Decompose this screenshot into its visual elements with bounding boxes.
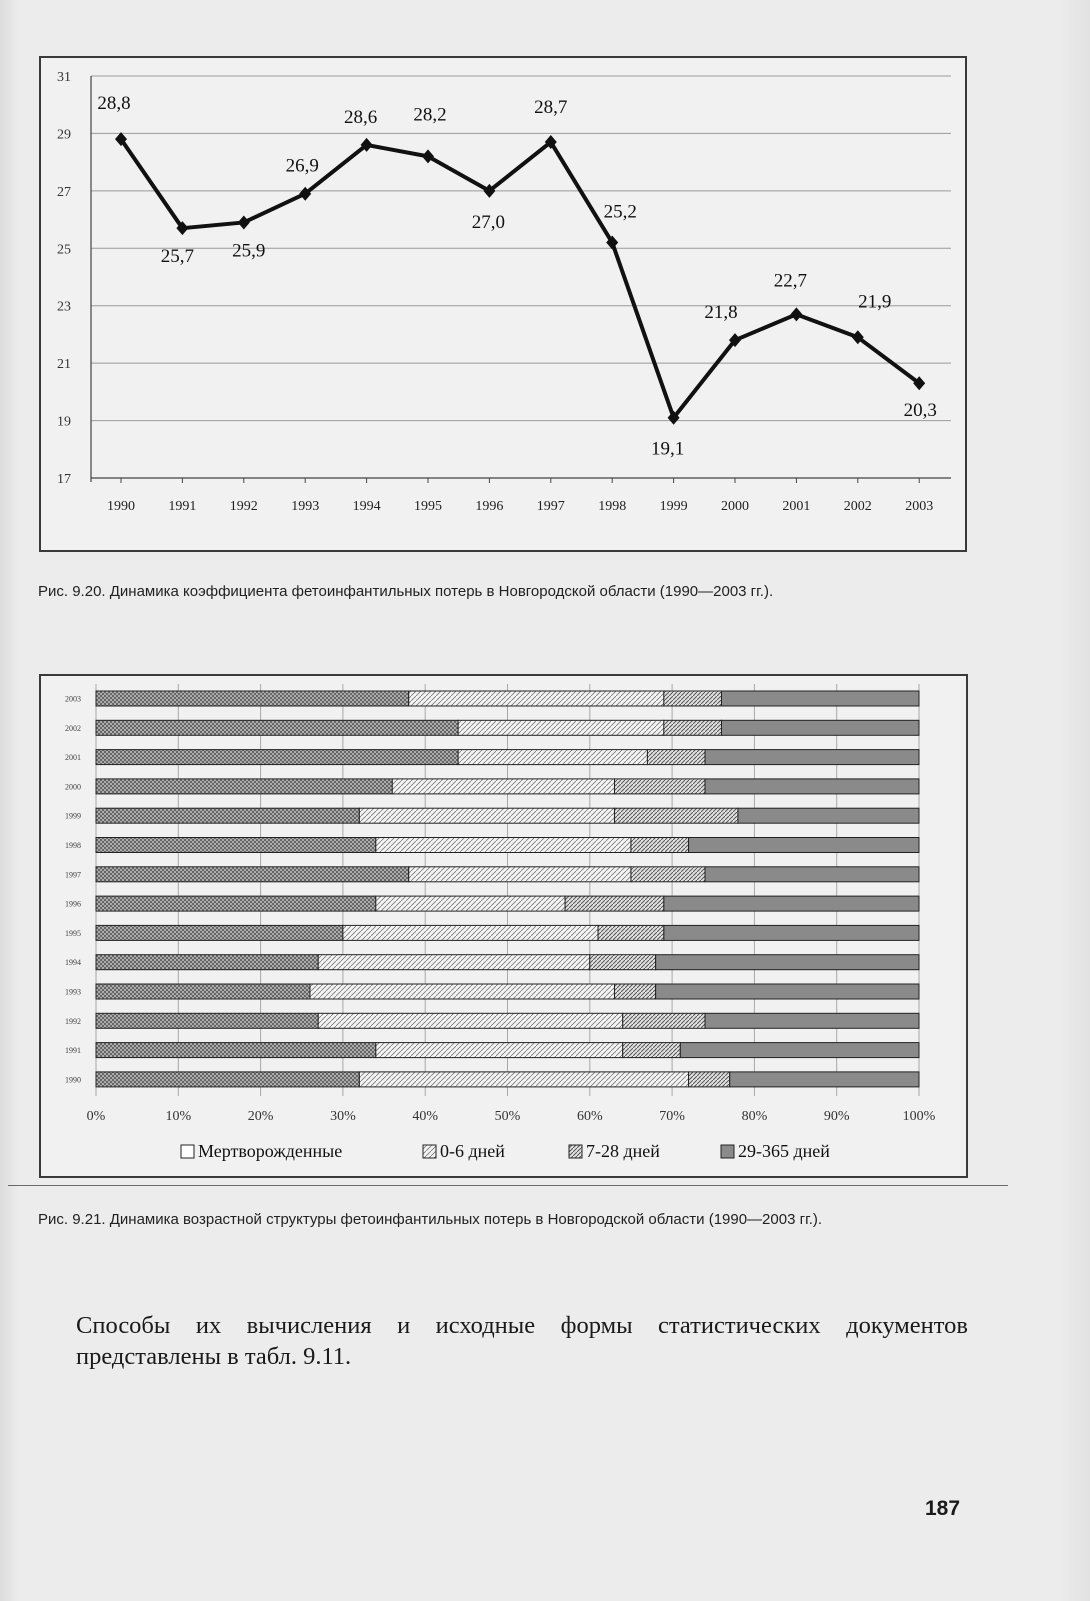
x-tick-label: 1997 <box>536 499 565 514</box>
y-tick-label: 2002 <box>65 723 81 733</box>
bar-segment <box>730 1072 919 1087</box>
bar-segment <box>96 1013 318 1028</box>
legend-label: 29-365 дней <box>738 1141 830 1161</box>
legend-label: 0-6 дней <box>440 1141 505 1161</box>
body-paragraph: Способы их вычисления и исходные формы статистических документов представлены в табл. 9.11. <box>76 1312 968 1370</box>
y-tick-label: 29 <box>57 127 71 143</box>
bar-segment <box>656 955 919 970</box>
bar-segment <box>376 896 565 911</box>
bar-segment <box>590 955 656 970</box>
y-tick-label: 1999 <box>65 811 81 821</box>
stacked-bar-chart <box>41 676 966 1176</box>
figure-caption-9-21: Рис. 9.21. Динамика возрастной структуры фетоинфантильных потерь в Новгородской области (1990—2003 гг.). <box>38 1211 823 1228</box>
bar-segment <box>631 867 705 882</box>
data-point-marker <box>238 215 250 229</box>
y-tick-label: 1995 <box>65 928 81 938</box>
bar-segment <box>721 720 919 735</box>
bar-segment <box>647 750 705 765</box>
x-tick-label: 20% <box>247 1109 274 1124</box>
y-tick-label: 1992 <box>65 1016 81 1026</box>
x-tick-label: 1998 <box>598 499 627 514</box>
bar-segment <box>656 984 919 999</box>
stacked-bar-chart-frame <box>39 674 968 1178</box>
bar-segment <box>96 779 392 794</box>
x-tick-label: 2003 <box>905 499 934 514</box>
page-number: 187 <box>925 1497 961 1520</box>
bar-segment <box>631 838 689 853</box>
x-tick-label: 30% <box>330 1109 356 1124</box>
x-tick-label: 1990 <box>107 499 135 514</box>
bar-segment <box>664 925 919 940</box>
bar-segment <box>689 1072 730 1087</box>
y-tick-label: 27 <box>57 184 71 200</box>
data-label: 25,7 <box>160 246 195 268</box>
bar-segment <box>458 720 664 735</box>
data-label: 19,1 <box>650 438 685 460</box>
bar-segment <box>680 1043 919 1058</box>
legend-swatch <box>569 1145 582 1158</box>
x-tick-label: 80% <box>741 1109 768 1124</box>
y-tick-label: 1990 <box>65 1075 81 1085</box>
x-tick-label: 1995 <box>414 499 442 514</box>
x-tick-label: 10% <box>165 1109 192 1124</box>
bar-segment <box>705 779 919 794</box>
bar-segment <box>614 808 737 823</box>
y-tick-label: 2001 <box>65 753 81 763</box>
x-tick-label: 70% <box>659 1109 685 1124</box>
x-tick-label: 40% <box>412 1109 439 1124</box>
bar-segment <box>705 867 919 882</box>
bar-segment <box>376 1043 623 1058</box>
bar-segment <box>96 808 359 823</box>
bar-segment <box>359 1072 688 1087</box>
bar-segment <box>96 867 409 882</box>
bar-segment <box>664 896 919 911</box>
bar-segment <box>689 838 919 853</box>
y-tick-label: 1993 <box>65 987 81 997</box>
figure-caption-9-20: Рис. 9.20. Динамика коэффициента фетоинфантильных потерь в Новгородской области (1990—2003 гг.). <box>38 583 774 600</box>
bar-segment <box>310 984 615 999</box>
y-tick-label: 1994 <box>65 958 81 968</box>
y-tick-label: 31 <box>57 70 71 85</box>
y-tick-label: 1996 <box>65 899 81 909</box>
y-tick-label: 2000 <box>65 782 81 792</box>
data-label: 25,9 <box>232 240 266 262</box>
legend-label: Мертворожденные <box>198 1141 343 1161</box>
bar-segment <box>318 955 590 970</box>
divider-line <box>8 1185 1008 1186</box>
bar-segment <box>705 750 919 765</box>
data-point-marker <box>422 149 434 163</box>
bar-segment <box>96 720 458 735</box>
data-label: 27,0 <box>471 211 506 233</box>
y-tick-label: 1997 <box>65 870 81 880</box>
bar-segment <box>623 1043 681 1058</box>
bar-segment <box>664 720 722 735</box>
x-tick-label: 1992 <box>229 499 258 514</box>
bar-segment <box>614 984 655 999</box>
bar-segment <box>409 691 664 706</box>
x-tick-label: 0% <box>86 1109 106 1124</box>
x-tick-label: 90% <box>823 1109 850 1124</box>
data-label: 28,7 <box>534 97 568 119</box>
bar-segment <box>738 808 919 823</box>
y-tick-label: 17 <box>57 472 71 487</box>
data-label: 26,9 <box>285 155 319 177</box>
bar-segment <box>392 779 614 794</box>
bar-segment <box>96 955 318 970</box>
bar-segment <box>409 867 631 882</box>
bar-segment <box>96 691 409 706</box>
legend-swatch <box>423 1145 436 1158</box>
y-tick-label: 2003 <box>65 694 81 704</box>
data-label: 21,9 <box>858 291 892 313</box>
x-tick-label: 50% <box>494 1109 521 1124</box>
bar-segment <box>705 1013 919 1028</box>
bar-segment <box>376 838 631 853</box>
data-label: 25,2 <box>603 201 637 223</box>
bar-segment <box>96 1043 376 1058</box>
bar-segment <box>623 1013 705 1028</box>
line-chart-frame <box>39 56 967 552</box>
x-tick-label: 1996 <box>475 499 504 514</box>
x-tick-label: 2001 <box>782 499 811 514</box>
y-tick-label: 23 <box>57 299 71 315</box>
bar-segment <box>565 896 664 911</box>
bar-segment <box>96 896 376 911</box>
line-chart <box>41 58 965 550</box>
x-tick-label: 100% <box>902 1109 936 1124</box>
bar-segment <box>96 1072 359 1087</box>
y-tick-label: 1998 <box>65 841 81 850</box>
bar-segment <box>96 750 458 765</box>
data-label: 21,8 <box>704 302 738 324</box>
bar-segment <box>598 925 664 940</box>
y-tick-label: 25 <box>57 242 71 258</box>
data-label: 20,3 <box>903 400 937 422</box>
bar-segment <box>359 808 614 823</box>
x-tick-label: 2000 <box>721 499 749 514</box>
y-tick-label: 19 <box>57 414 71 430</box>
bar-segment <box>318 1013 623 1028</box>
data-label: 28,2 <box>413 104 447 126</box>
data-label: 28,6 <box>343 106 378 128</box>
y-tick-label: 21 <box>57 357 71 373</box>
bar-segment <box>96 838 376 853</box>
x-tick-label: 1991 <box>168 499 197 514</box>
bar-segment <box>614 779 705 794</box>
bar-segment <box>96 984 310 999</box>
legend-label: 7-28 дней <box>586 1141 660 1161</box>
x-tick-label: 1999 <box>659 499 688 514</box>
data-label: 28,8 <box>97 93 131 115</box>
bar-segment <box>721 691 919 706</box>
legend-swatch <box>721 1145 734 1158</box>
x-tick-label: 2002 <box>843 499 872 514</box>
x-tick-label: 60% <box>576 1109 603 1124</box>
legend-swatch <box>181 1145 194 1158</box>
x-tick-label: 1993 <box>291 499 320 514</box>
data-point-marker <box>790 307 802 321</box>
x-tick-label: 1994 <box>352 499 381 514</box>
bar-segment <box>458 750 647 765</box>
y-tick-label: 1991 <box>65 1046 81 1056</box>
bar-segment <box>96 925 343 940</box>
bar-segment <box>343 925 598 940</box>
data-label: 22,7 <box>773 270 808 292</box>
bar-segment <box>664 691 722 706</box>
